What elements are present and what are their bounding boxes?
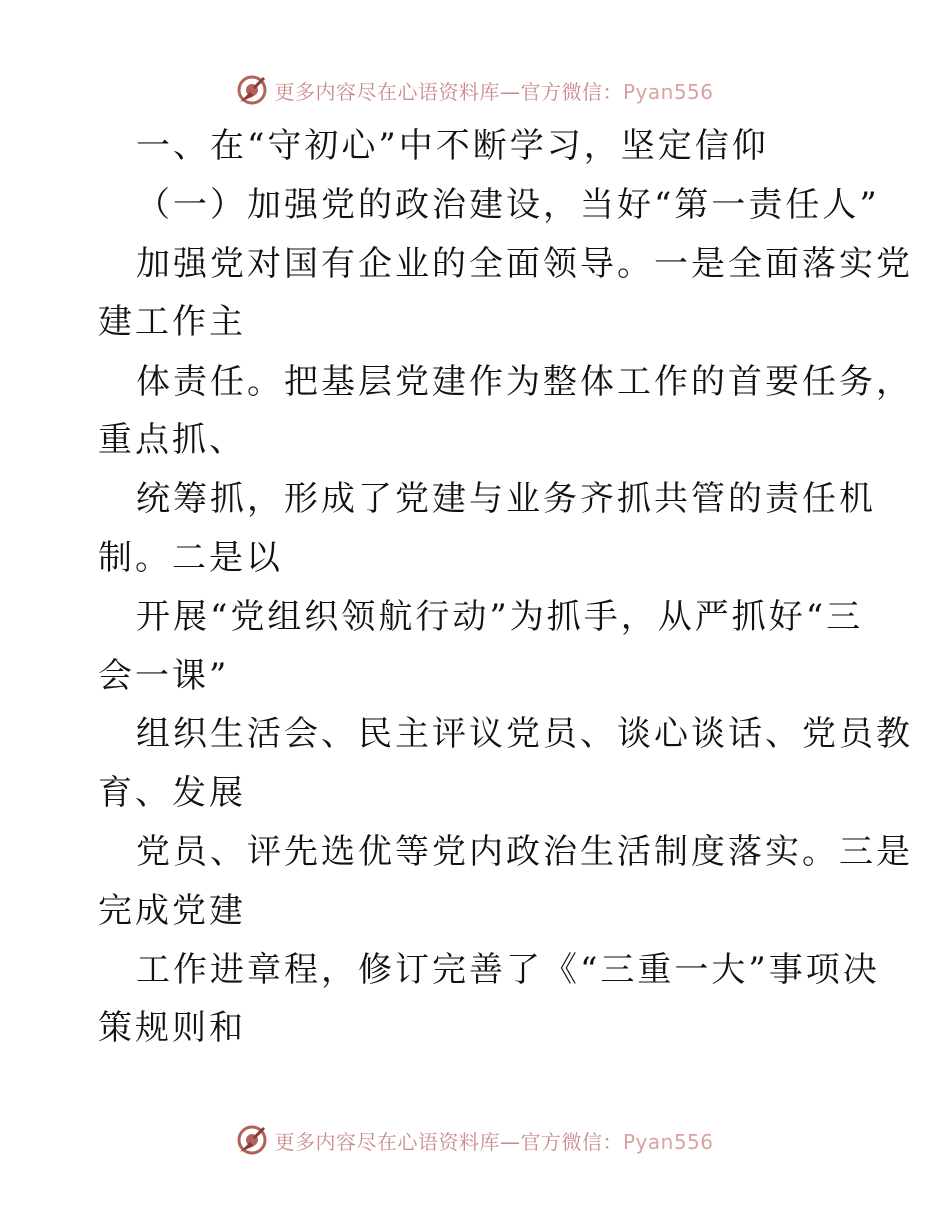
- paragraph-line: 党员、评先选优等党内政治生活制度落实。三是: [136, 832, 913, 872]
- footer-watermark: [0, 1120, 950, 1160]
- watermark-text: 更多内容尽在心语资料库—官方微信：Pyan556: [274, 1129, 714, 1154]
- pen-logo-icon: [236, 74, 268, 106]
- paragraph-line: 工作进章程，修订完善了《“三重一大”事项决: [136, 950, 880, 990]
- paragraph-line: 建工作主: [98, 302, 246, 342]
- watermark-text: 更多内容尽在心语资料库—官方微信：Pyan556: [274, 79, 714, 104]
- paragraph-line: 育、发展: [98, 773, 246, 813]
- paragraph-line: 重点抓、: [98, 420, 246, 460]
- paragraph-line: 组织生活会、民主评议党员、谈心谈话、党员教: [136, 714, 913, 754]
- paragraph-line: 开展“党组织领航行动”为抓手，从严抓好“三: [136, 597, 864, 637]
- header-watermark: [0, 70, 950, 110]
- paragraph-line: 统筹抓，形成了党建与业务齐抓共管的责任机: [136, 479, 876, 519]
- paragraph-line: 加强党对国有企业的全面领导。一是全面落实党: [136, 244, 913, 284]
- paragraph-line: 体责任。把基层党建作为整体工作的首要任务，: [136, 362, 913, 402]
- section-heading: 一、在“守初心”中不断学习，坚定信仰: [136, 126, 769, 166]
- paragraph-line: 完成党建: [98, 891, 246, 931]
- pen-logo-icon: [236, 1124, 268, 1156]
- subsection-heading: （一）加强党的政治建设，当好“第一责任人”: [136, 185, 880, 225]
- watermark-wechat-id: Pyan556: [622, 1129, 714, 1154]
- watermark-wechat-id: Pyan556: [622, 79, 714, 104]
- paragraph-line: 策规则和: [98, 1008, 246, 1048]
- paragraph-line: 制。二是以: [98, 538, 283, 578]
- paragraph-line: 会一课”: [98, 656, 230, 696]
